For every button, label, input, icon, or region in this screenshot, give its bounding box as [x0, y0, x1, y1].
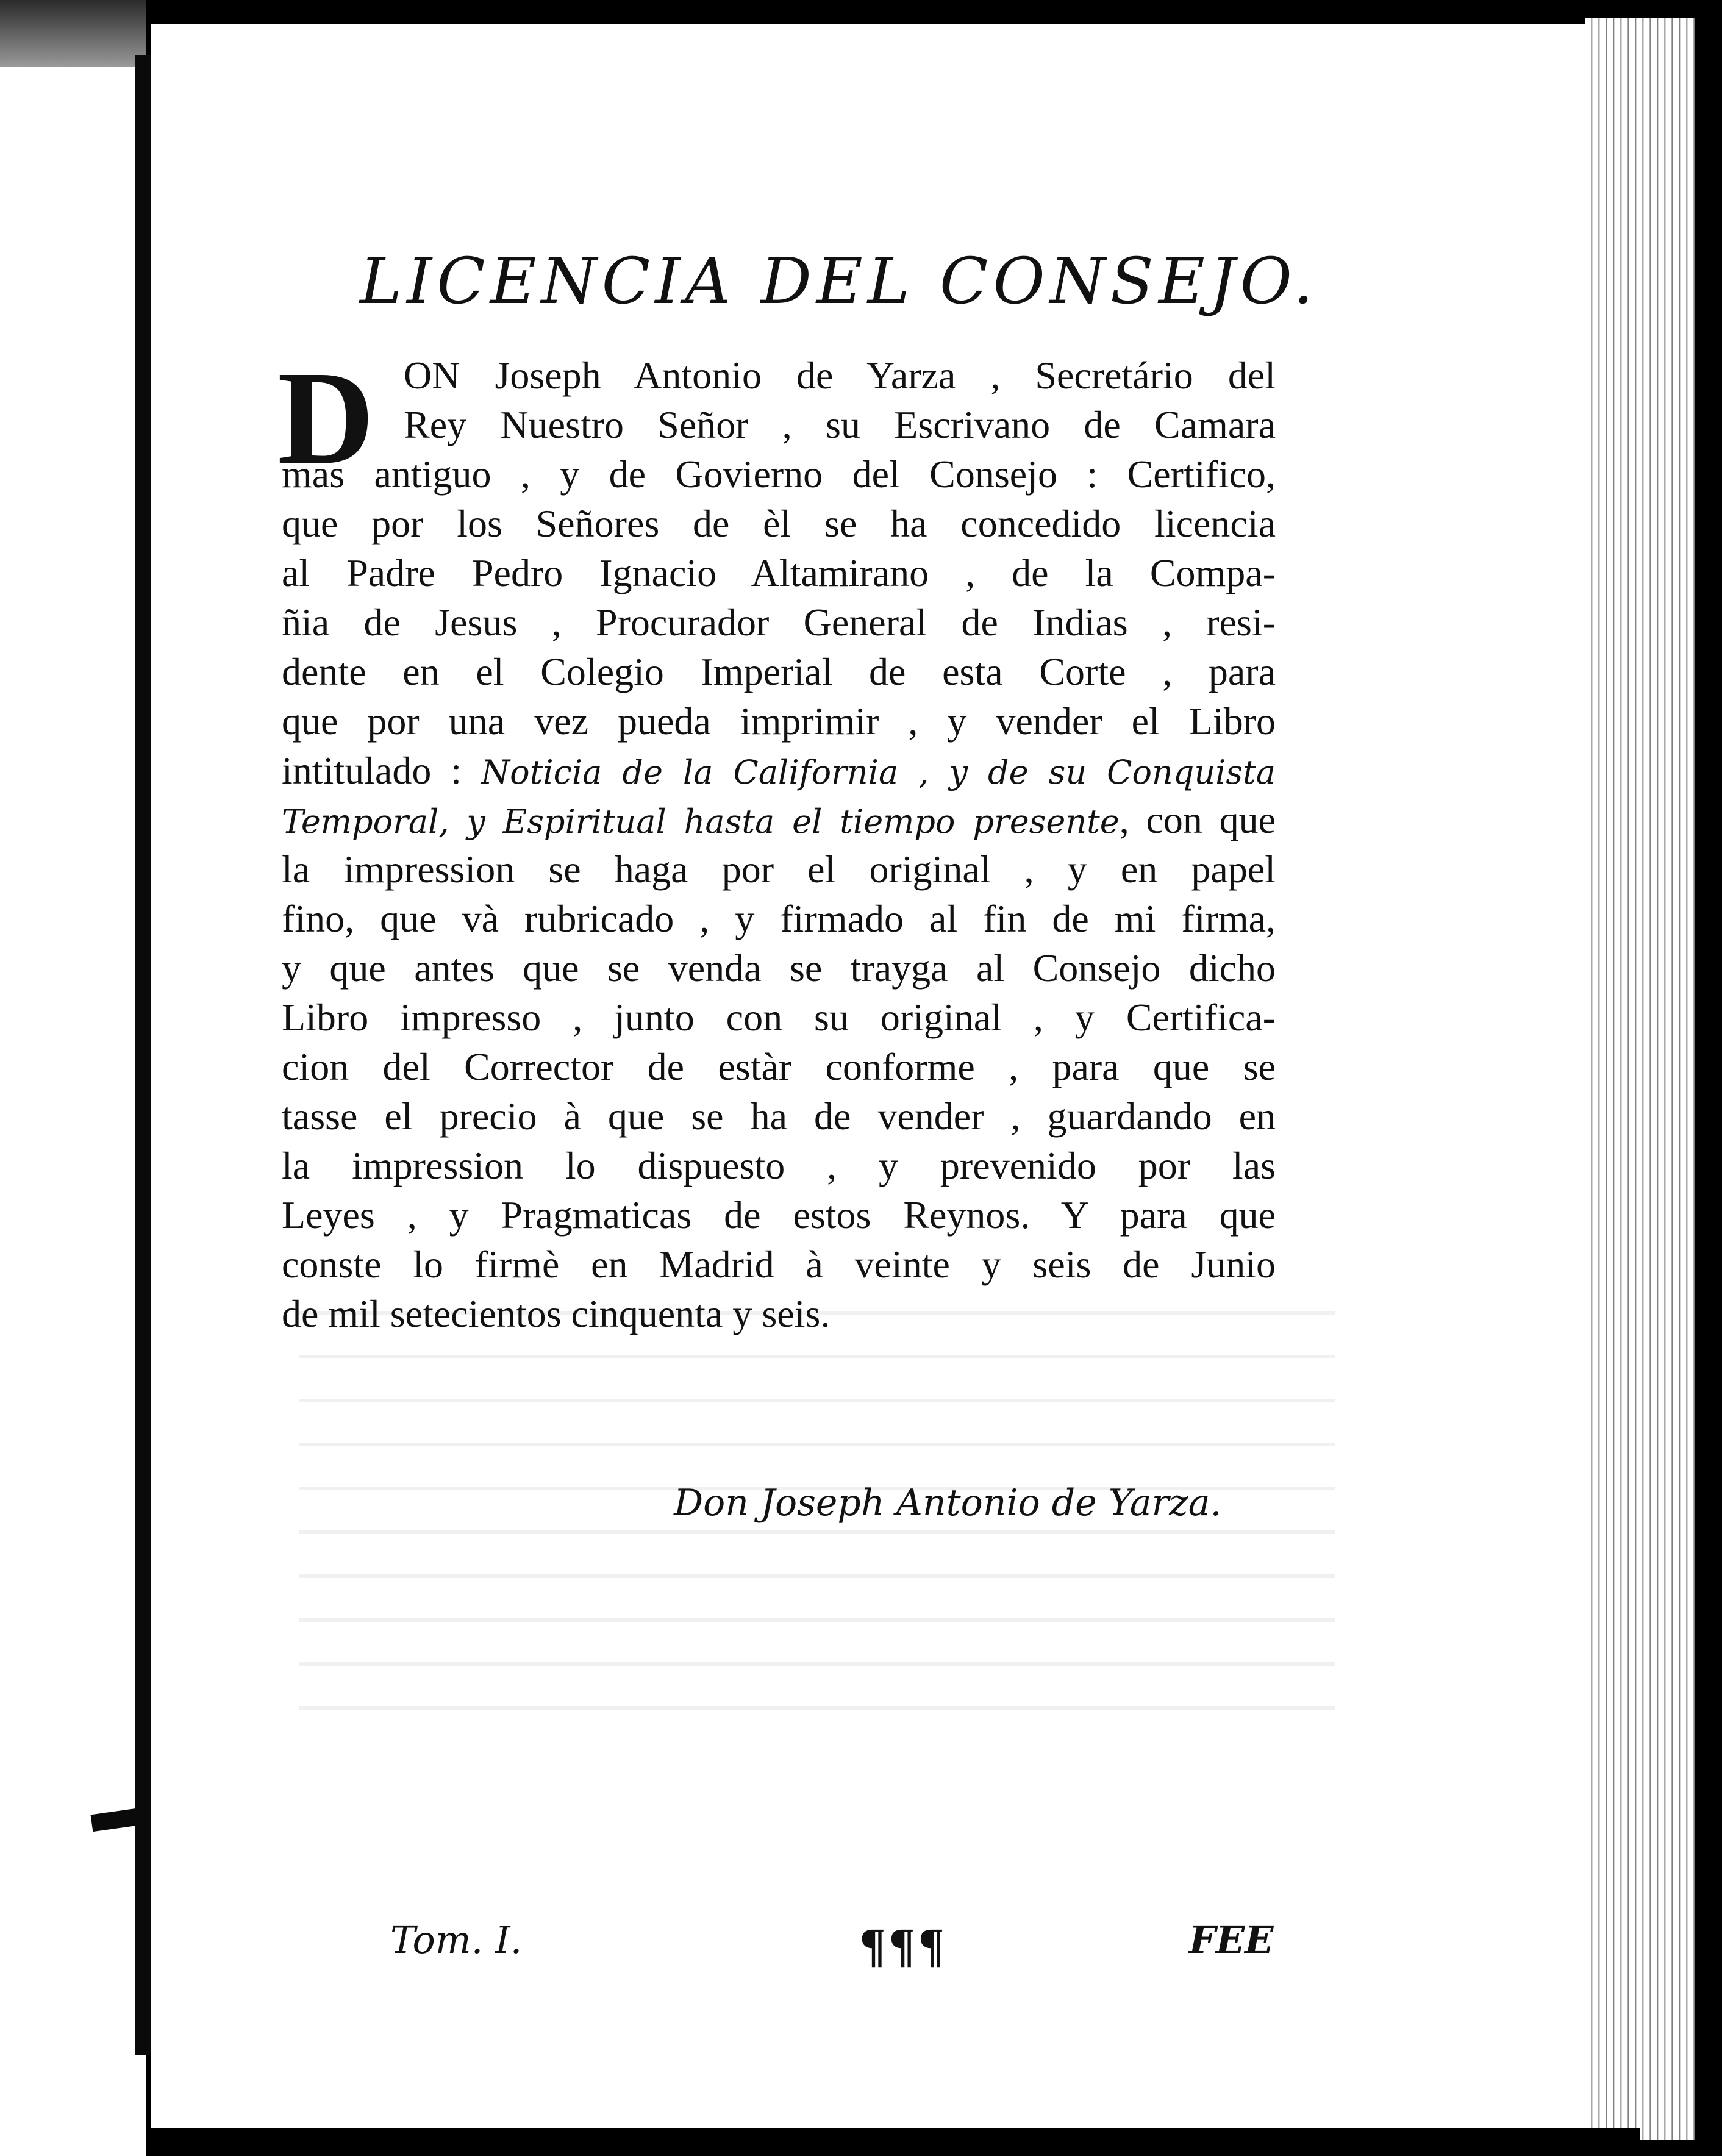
text-line: conste lo firmè en Madrid à veinte y seis de Junio: [282, 1243, 1276, 1286]
page-title: LICENCIA DEL CONSEJO.: [360, 244, 1318, 318]
signature-line: Don Joseph Antonio de Yarza.: [674, 1482, 1222, 1524]
text-line: tasse el precio à que se ha de vender , guardando en: [282, 1094, 1276, 1138]
printer-signature-mark: ¶¶¶: [860, 1918, 948, 1971]
scan-top-border: [146, 0, 1610, 23]
text-fragment: intitulado :: [282, 749, 481, 792]
text-line: Leyes , y Pragmaticas de estos Reynos. Y para que: [282, 1193, 1276, 1237]
text-line: cion del Corrector de estàr conforme , para que se: [282, 1045, 1276, 1088]
book-title-fragment: Noticia de la California , y de su Conquista: [481, 753, 1276, 791]
text-line: la impression lo dispuesto , y prevenido por las: [282, 1144, 1276, 1187]
license-text: [282, 351, 1276, 1338]
text-line: al Padre Pedro Ignacio Altamirano , de la Compa-: [282, 551, 1276, 594]
text-line: ON Joseph Antonio de Yarza , Secretário del: [404, 354, 1276, 397]
binding-gutter: [135, 55, 151, 2055]
show-through: [299, 1311, 1335, 1738]
text-line: que por los Señores de èl se ha concedido licencia: [282, 502, 1276, 545]
text-line: que por una vez pueda imprimir , y vender el Libro: [282, 699, 1276, 743]
text-line: Libro impresso , junto con su original , y Certifica-: [282, 996, 1276, 1039]
text-line: mas antiguo , y de Govierno del Consejo : Certifico,: [282, 452, 1276, 496]
previous-page-shadow: [0, 0, 146, 67]
volume-number: Tom. I.: [390, 1918, 523, 1962]
page-edges: [1585, 18, 1701, 2140]
text-fragment: , con que: [1119, 798, 1276, 841]
text-line: [282, 795, 1276, 844]
text-line: ñia de Jesus , Procurador General de Indias , resi-: [282, 601, 1276, 644]
text-line: la impression se haga por el original , y en papel: [282, 848, 1276, 891]
drop-cap: D: [277, 343, 374, 492]
text-line: Rey Nuestro Señor , su Escrivano de Camara: [404, 403, 1276, 446]
scan-right-border: [1695, 0, 1722, 2156]
scan-bottom-border: [146, 2128, 1640, 2156]
text-line: [282, 746, 1276, 795]
text-line: de mil setecientos cinquenta y seis.: [282, 1292, 831, 1335]
catchword: FEE: [1189, 1918, 1274, 1962]
text-line: fino, que và rubricado , y firmado al fin de mi firma,: [282, 897, 1276, 940]
previous-page-edge: [0, 0, 146, 2156]
text-line: dente en el Colegio Imperial de esta Corte , para: [282, 650, 1276, 693]
book-title-fragment: Temporal, y Espiritual hasta el tiempo presente: [282, 802, 1120, 841]
text-line: y que antes que se venda se trayga al Consejo dicho: [282, 946, 1276, 990]
